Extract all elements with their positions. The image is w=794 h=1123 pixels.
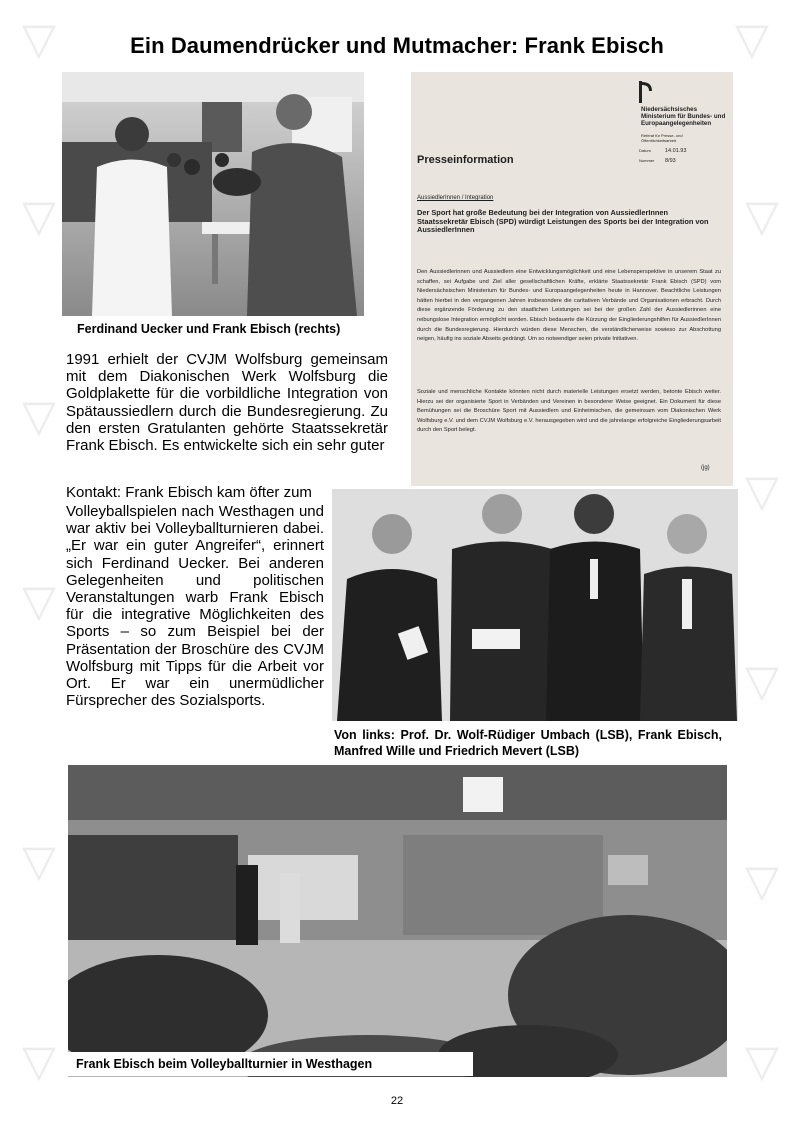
article-text-block-2: Kontakt: Frank Ebisch kam öfter zum [66,484,312,501]
press-paragraph-1: Den Aussiedlerinnen und Aussiedlern eine Entwicklungsmöglichkeit und eine Lebensperspektive in unserem Staat zu schaffen, sei Aufgabe und Ziel aller gesellschaftlichen Kräfte, erklärte Staatssekretär Frank Ebisch (SPD) vom Niedersächsischen Ministerium für Bundes- und Europaangelegenheiten heute in Hannover. Beachtliche Leistungen hätten hierbei in den vergangenen Jahren insbesondere die caritativen Verbände und Organisationen erbracht. Durch diese ergänzende Förderung zu den staatlichen Leistungen sei bei der großen Zahl der Aussiedlerinnen eine reibungslose Integration ermöglicht worden. Ebisch bedauerte die Kürzung der Eingliederungshilfen für AussiedlerInnen durch die Bundesregierung. Hierdurch würden diese Menschen, die verständlicherweise sowieso zur Abschottung neigen, häufig ins soziale Abseits gedrängt. Um so notwendiger seien private Initiativen. [417,269,721,343]
photo-uecker-ebisch [62,72,364,316]
watermark-logo: ▽ [745,191,779,242]
press-headline: Der Sport hat große Bedeutung bei der Integration von AussiedlerInnen Staatssekretär Ebisch (SPD) würdigt Leistungen des Sports bei der Integration von AussiedlerInnen [417,208,709,235]
photo1-caption: Ferdinand Uecker und Frank Ebisch (rechts) [77,322,341,336]
photo-group-four-men [332,489,738,721]
photo3-caption [68,1052,473,1076]
watermark-logo: ▽ [22,391,56,442]
press-category: AussiedlerInnen / Integration [417,195,494,201]
watermark-logo: ▽ [745,1036,779,1087]
photo-group-four-men-image [332,489,738,721]
article-text-block-1: 1991 erhielt der CVJM Wolfsburg gemeinsam mit dem Diakonischen Werk Wolfsburg die Goldplakette für die vorbildliche Integration von Spätaussiedlern durch die Bundesregierung. Zu den ersten Gratulanten gehörte Staatssekretär Frank Ebisch. Es entwickelte sich ein sehr guter [66,351,388,455]
page-number: 22 [390,1095,404,1107]
ministry-department: Referat für Presse- und Öffentlichkeitsarbeit [641,133,683,143]
watermark-logo: ▽ [745,466,779,517]
photo-uecker-ebisch-image [62,72,364,316]
watermark-logo: ▽ [22,1036,56,1087]
page-title: Ein Daumendrücker und Mutmacher: Frank Ebisch [130,33,664,58]
press-date: 14.01.93 [665,148,687,154]
press-meta [639,146,686,166]
watermark-logo: ▽ [22,836,56,887]
press-signature: (jg) [701,465,710,471]
press-heading: Presseinformation [417,154,514,166]
number-label: Nummer [639,158,655,163]
photo-volleyball-tournament-image [68,765,727,1077]
watermark-logo: ▽ [745,856,779,907]
watermark-logo: ▽ [22,576,56,627]
date-label: Datum [639,148,651,153]
watermark-logo: ▽ [735,14,769,65]
ministry-logo-icon [639,81,653,103]
watermark-logo: ▽ [22,14,56,65]
press-number: 8/93 [665,158,676,164]
photo3-caption-text: Frank Ebisch beim Volleyballturnier in Westhagen [76,1057,373,1071]
article-text-block-3: Volleyballspielen nach Westhagen und war aktiv bei Volleyballturnieren dabei. „Er war ein guter Angreifer“, erinnert sich Ferdinand Uecker. Bei anderen Gelegenheiten und politischen Veranstaltungen warb Frank Ebisch für die integrative Möglichkeiten des Sports – so zum Beispiel bei der Präsentation der Broschüre des CVJM Wolfsburg mit Tipps für die Arbeit vor Ort. Er war ein unermüdlicher Fürsprecher des Sozialsports. [66,503,324,710]
press-release-document [411,72,733,486]
photo-volleyball-tournament [68,765,727,1077]
watermark-logo: ▽ [22,191,56,242]
photo2-caption: Von links: Prof. Dr. Wolf-Rüdiger Umbach (LSB), Frank Ebisch, Manfred Wille und Friedrich Mevert (LSB) [334,728,722,758]
ministry-name: Niedersächsisches Ministerium für Bundes- und Europaangelegenheiten [641,106,726,127]
press-paragraph-2: Soziale und menschliche Kontakte könnten nicht durch materielle Leistungen ersetzt werden, betonte Ebisch weiter. Hierzu sei der organisierte Sport in Verbänden und Vereinen in besonderer Weise geeignet. Ein Dokument für diese Bemühungen sei die Broschüre Sport mit Aussiedlern und Einheimischen, die gemeinsam vom Diakonischen Werk Wolfsburg e.V. und dem CVJM Wolfsburg e.V. herausgegeben wird und die jahrelange erfolgreiche Eingliederungsarbeit durch den Sport belegt. [417,389,721,434]
watermark-logo: ▽ [745,656,779,707]
